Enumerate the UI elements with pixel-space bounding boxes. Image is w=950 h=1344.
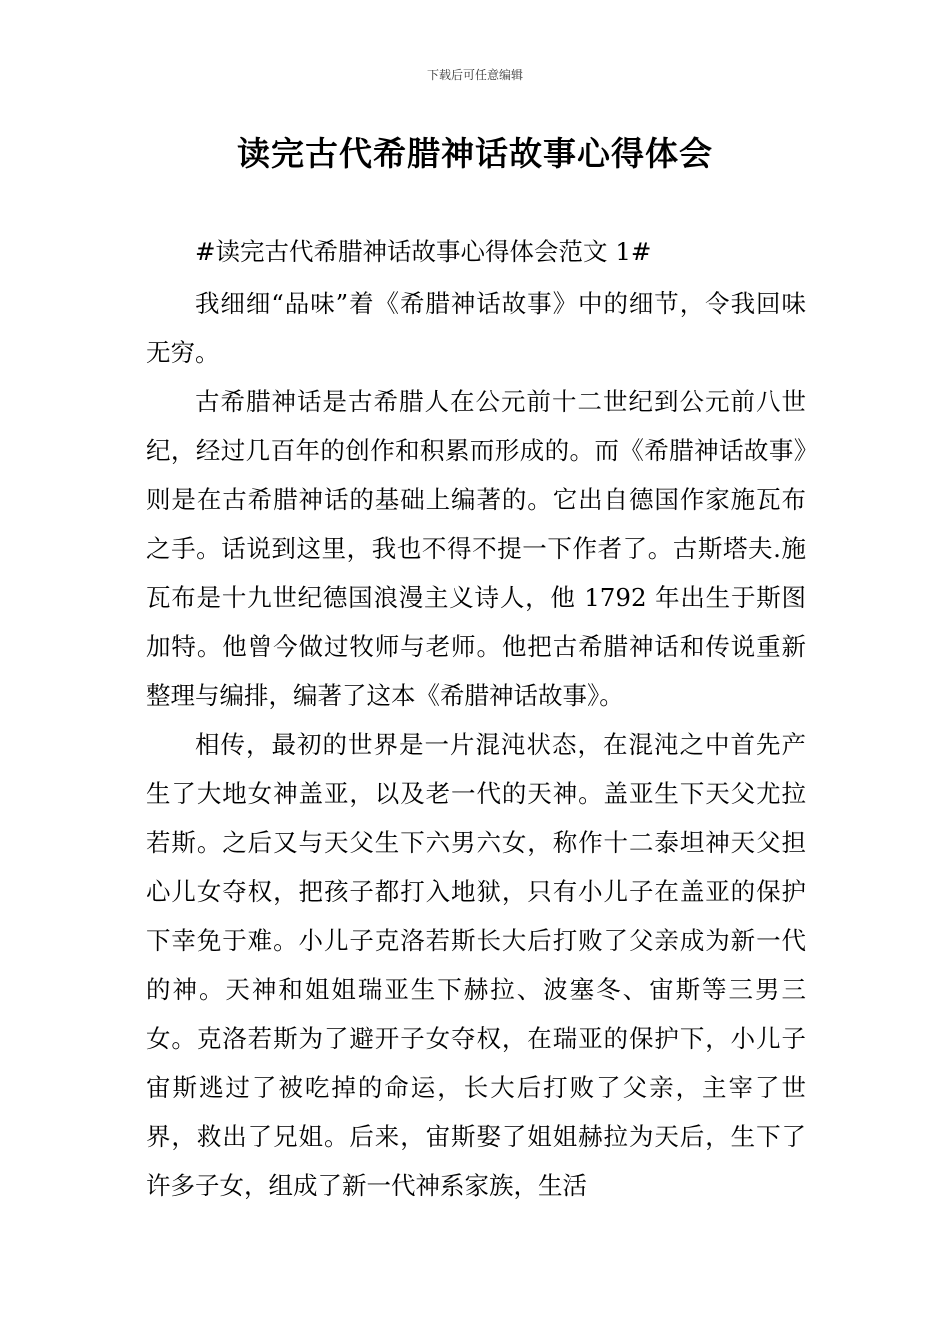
paragraph-3: 相传，最初的世界是一片混沌状态，在混沌之中首先产生了大地女神盖亚，以及老一代的天神。盖亚生下天父尤拉若斯。之后又与天父生下六男六女，称作十二泰坦神天父担心儿女夺权，把孩子都打入地狱，只有小儿子在盖亚的保护下幸免于难。小儿子克洛若斯长大后打败了父亲成为新一代的神。天神和姐姐瑞亚生下赫拉、波塞冬、宙斯等三男三女。克洛若斯为了避开子女夺权，在瑞亚的保护下，小儿子宙斯逃过了被吃掉的命运，长大后打败了父亲，主宰了世界，救出了兄姐。后来，宙斯娶了姐姐赫拉为天后，生下了许多子女，组成了新一代神系家族，生活: [146, 730, 806, 1200]
paragraph-1: 我细细“品味”着《希腊神话故事》中的细节，令我回味无穷。: [146, 289, 806, 367]
section-heading: #读完古代希腊神话故事心得体会范文 1#: [195, 237, 652, 266]
header-note: 下载后可任意编辑: [426, 68, 523, 82]
document-title: 读完古代希腊神话故事心得体会: [237, 134, 713, 173]
paragraph-2: 古希腊神话是古希腊人在公元前十二世纪到公元前八世纪，经过几百年的创作和积累而形成的。而《希腊神话故事》则是在古希腊神话的基础上编著的。它出自德国作家施瓦布之手。话说到这里，我也不得不提一下作者了。古斯塔夫.施瓦布是十九世纪德国浪漫主义诗人，他 1792 年出生于斯图加特。他曾今做过牧师与老师。他把古希腊神话和传说重新整理与编排，编著了这本《希腊神话故事》。: [146, 387, 806, 710]
document-body: [146, 227, 806, 1210]
